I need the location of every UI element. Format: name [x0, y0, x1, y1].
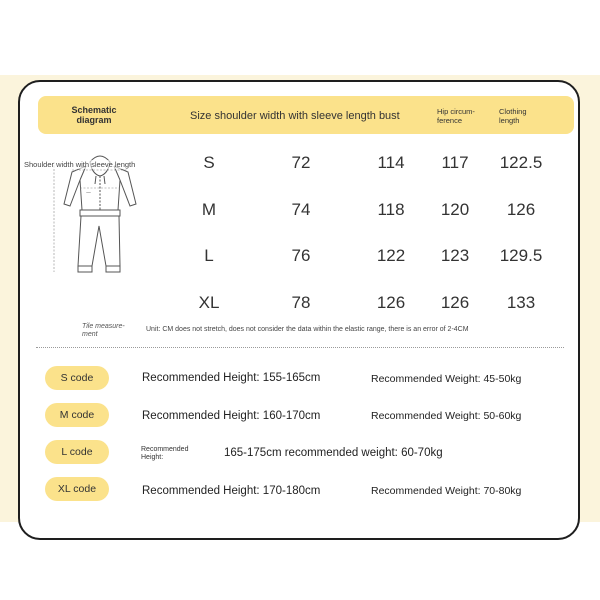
header-schematic-diagram: Schematic diagram: [71, 105, 117, 125]
recommended-height: Recommended Height: 155-165cm: [142, 372, 321, 384]
shoulder-cell: 74: [291, 200, 311, 219]
bust-cell: 118: [377, 200, 405, 219]
length-cell: 133: [506, 293, 536, 312]
hip-cell: 126: [440, 293, 470, 312]
diagram-label: Shoulder width with sleeve length: [24, 160, 136, 169]
length-cell: 122.5: [499, 153, 543, 172]
hip-cell: 120: [440, 200, 470, 219]
size-code-badge: L code: [45, 440, 109, 464]
bust-cell: 122: [376, 246, 406, 265]
bust-cell: 114: [377, 153, 405, 172]
length-cell: 126: [506, 200, 536, 219]
size-cell: L: [204, 246, 214, 265]
bust-cell: 126: [376, 293, 406, 312]
hip-cell: 123: [440, 246, 470, 265]
shoulder-cell: 78: [291, 293, 311, 312]
header-clothing-length: Clothing length: [499, 107, 527, 125]
recommended-height: Recommended Height: 160-170cm: [142, 410, 321, 422]
shoulder-cell: 76: [291, 246, 311, 265]
size-code-badge: M code: [45, 403, 109, 427]
recommended-weight: Recommended Weight: 45-50kg: [371, 373, 522, 385]
svg-text:—: —: [86, 190, 91, 196]
recommended-weight: Recommended Weight: 50-60kg: [371, 410, 522, 422]
hip-cell: 117: [441, 153, 469, 172]
recommended-weight: Recommended Weight: 70-80kg: [371, 485, 522, 497]
recommended-height-label: Recommended Height:: [141, 446, 189, 461]
shoulder-cell: 72: [291, 153, 311, 172]
recommended-height-weight: 165-175cm recommended weight: 60-70kg: [224, 447, 443, 459]
dotted-divider: [36, 347, 564, 348]
recommended-height: Recommended Height: 170-180cm: [142, 485, 321, 497]
size-code-badge: XL code: [45, 477, 109, 501]
size-cell: XL: [198, 293, 220, 312]
size-cell: S: [203, 153, 215, 172]
header-hip-circumference: Hip circum-ference: [437, 107, 475, 125]
unit-note: Unit: CM does not stretch, does not consider the data within the elastic range, there is an error of 2-4CM: [146, 326, 469, 333]
measurement-note: Tile measure-ment: [82, 323, 125, 338]
length-cell: 129.5: [499, 246, 543, 265]
size-code-badge: S code: [45, 366, 109, 390]
header-size-columns: Size shoulder width with sleeve length bust: [190, 110, 400, 122]
size-cell: M: [201, 200, 217, 219]
